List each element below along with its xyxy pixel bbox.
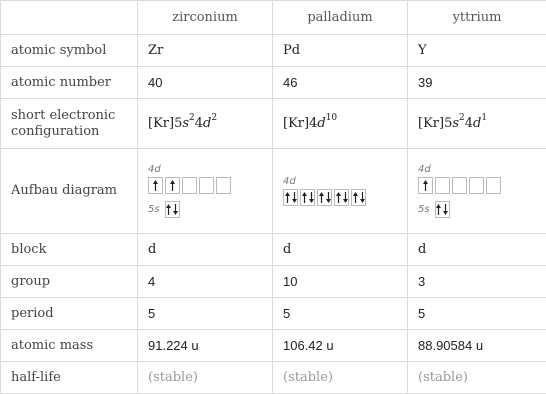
row-label-group: group bbox=[1, 266, 138, 298]
config-subshell-letter: d bbox=[473, 116, 482, 131]
config-shell-number: 4 bbox=[194, 116, 204, 131]
group-yttrium: 3 bbox=[408, 266, 546, 298]
table-row bbox=[1, 149, 546, 234]
table-row bbox=[1, 35, 546, 67]
orbital-boxes-4d bbox=[148, 177, 262, 194]
atomic-symbol-palladium: Pd bbox=[273, 35, 408, 67]
configuration-yttrium bbox=[408, 99, 546, 149]
orbital-box bbox=[165, 177, 180, 194]
row-label-block: block bbox=[1, 234, 138, 266]
spin-up-arrow-icon bbox=[302, 192, 307, 203]
spin-down-arrow-icon bbox=[443, 204, 448, 215]
config-shell-number: 5 bbox=[444, 116, 453, 131]
orbital-boxes-5s bbox=[165, 201, 180, 218]
column-header-yttrium: yttrium bbox=[408, 1, 546, 35]
orbital-boxes-4d bbox=[418, 177, 536, 194]
half-life-palladium: (stable) bbox=[273, 362, 408, 394]
orbital-box bbox=[334, 189, 349, 206]
atomic-symbol-yttrium: Y bbox=[408, 35, 546, 67]
spin-up-arrow-icon bbox=[436, 204, 441, 215]
aufbau-diagram-zirconium bbox=[138, 149, 273, 234]
electron-arrows bbox=[153, 180, 158, 191]
orbital-box bbox=[148, 177, 163, 194]
config-electron-count: 1 bbox=[481, 113, 488, 123]
orbital-box bbox=[216, 177, 231, 194]
config-subshell-letter: d bbox=[317, 116, 326, 131]
row-label-period: period bbox=[1, 298, 138, 330]
config-term bbox=[194, 113, 218, 131]
header-row bbox=[1, 1, 546, 35]
electron-arrows bbox=[170, 180, 175, 191]
block-palladium: d bbox=[273, 234, 408, 266]
row-label-half-life: half-life bbox=[1, 362, 138, 394]
orbital-box bbox=[165, 201, 180, 218]
spin-up-arrow-icon bbox=[166, 204, 171, 215]
orbital-box bbox=[486, 177, 501, 194]
configuration-zirconium bbox=[138, 99, 273, 149]
orbital-boxes-5s bbox=[435, 201, 450, 218]
config-core: [Kr] bbox=[418, 116, 445, 131]
orbital-box bbox=[418, 177, 433, 194]
table-row bbox=[1, 67, 546, 99]
orbital-box bbox=[283, 189, 298, 206]
aufbau-diagram-yttrium bbox=[408, 149, 546, 234]
spin-down-arrow-icon bbox=[292, 192, 297, 203]
spin-down-arrow-icon bbox=[309, 192, 314, 203]
orbital-box bbox=[317, 189, 332, 206]
config-subshell-letter: d bbox=[203, 116, 212, 131]
orbital-box bbox=[469, 177, 484, 194]
row-label-atomic-mass: atomic mass bbox=[1, 330, 138, 362]
aufbau-diagram bbox=[148, 164, 262, 218]
table-row bbox=[1, 362, 546, 394]
orbital-label-4d: 4d bbox=[148, 164, 161, 175]
electron-arrows bbox=[166, 204, 178, 215]
atomic-symbol-zirconium: Zr bbox=[138, 35, 273, 67]
config-shell-number: 4 bbox=[309, 116, 318, 131]
aufbau-diagram-palladium bbox=[273, 149, 408, 234]
config-shell-number: 4 bbox=[464, 116, 474, 131]
spin-down-arrow-icon bbox=[343, 192, 348, 203]
period-palladium: 5 bbox=[273, 298, 408, 330]
config-subshell-letter: s bbox=[452, 116, 460, 131]
orbital-group-4d bbox=[148, 164, 262, 194]
config-electron-count: 2 bbox=[211, 113, 218, 123]
spin-up-arrow-icon bbox=[319, 192, 324, 203]
electron-arrows bbox=[436, 204, 448, 215]
config-subshell-letter: s bbox=[182, 116, 190, 131]
atomic-mass-yttrium: 88.90584 u bbox=[408, 330, 546, 362]
orbital-label-5s: 5s bbox=[418, 204, 430, 215]
electron-arrows bbox=[336, 192, 348, 203]
atomic-mass-palladium: 106.42 u bbox=[273, 330, 408, 362]
orbital-box bbox=[435, 201, 450, 218]
spin-up-arrow-icon bbox=[353, 192, 358, 203]
group-zirconium: 4 bbox=[138, 266, 273, 298]
config-core: [Kr] bbox=[148, 116, 175, 131]
block-yttrium: d bbox=[408, 234, 546, 266]
orbital-box bbox=[452, 177, 467, 194]
group-palladium: 10 bbox=[273, 266, 408, 298]
config-electron-count: 2 bbox=[459, 113, 465, 123]
table-row bbox=[1, 234, 546, 266]
orbital-group-5s bbox=[148, 201, 262, 218]
spin-up-arrow-icon bbox=[285, 192, 290, 203]
config-shell-number: 5 bbox=[174, 116, 183, 131]
table-row bbox=[1, 298, 546, 330]
row-label-configuration: short electronic configuration bbox=[1, 99, 138, 149]
spin-down-arrow-icon bbox=[173, 204, 178, 215]
column-header-zirconium: zirconium bbox=[138, 1, 273, 35]
aufbau-diagram bbox=[418, 164, 536, 218]
orbital-box bbox=[300, 189, 315, 206]
table-row bbox=[1, 266, 546, 298]
electron-arrows bbox=[353, 192, 365, 203]
config-electron-count: 10 bbox=[325, 113, 338, 123]
row-label-atomic-symbol: atomic symbol bbox=[1, 35, 138, 67]
atomic-number-yttrium: 39 bbox=[408, 67, 546, 99]
electron-arrows bbox=[285, 192, 297, 203]
half-life-yttrium: (stable) bbox=[408, 362, 546, 394]
electron-arrows bbox=[302, 192, 314, 203]
corner-cell bbox=[1, 1, 138, 35]
config-core: [Kr] bbox=[283, 116, 310, 131]
config-term bbox=[464, 113, 488, 131]
half-life-zirconium: (stable) bbox=[138, 362, 273, 394]
spin-down-arrow-icon bbox=[326, 192, 331, 203]
atomic-mass-zirconium: 91.224 u bbox=[138, 330, 273, 362]
electron-arrows bbox=[423, 180, 428, 191]
orbital-boxes-4d bbox=[283, 189, 397, 206]
period-zirconium: 5 bbox=[138, 298, 273, 330]
orbital-box bbox=[199, 177, 214, 194]
row-label-atomic-number: atomic number bbox=[1, 67, 138, 99]
orbital-label-4d: 4d bbox=[283, 176, 296, 187]
orbital-box bbox=[182, 177, 197, 194]
orbital-group-4d bbox=[283, 176, 397, 206]
period-yttrium: 5 bbox=[408, 298, 546, 330]
config-term bbox=[174, 113, 195, 131]
orbital-box bbox=[351, 189, 366, 206]
spin-up-arrow-icon bbox=[153, 180, 158, 191]
orbital-box bbox=[435, 177, 450, 194]
spin-down-arrow-icon bbox=[360, 192, 365, 203]
spin-up-arrow-icon bbox=[336, 192, 341, 203]
config-term bbox=[309, 113, 338, 131]
table-row bbox=[1, 330, 546, 362]
configuration-palladium bbox=[273, 99, 408, 149]
spin-up-arrow-icon bbox=[423, 180, 428, 191]
spin-up-arrow-icon bbox=[170, 180, 175, 191]
config-electron-count: 2 bbox=[189, 113, 195, 123]
electron-arrows bbox=[319, 192, 331, 203]
config-term bbox=[444, 113, 465, 131]
row-label-aufbau: Aufbau diagram bbox=[1, 149, 138, 234]
block-zirconium: d bbox=[138, 234, 273, 266]
orbital-group-5s bbox=[418, 201, 536, 218]
table-row bbox=[1, 99, 546, 149]
atomic-number-zirconium: 40 bbox=[138, 67, 273, 99]
atomic-number-palladium: 46 bbox=[273, 67, 408, 99]
orbital-group-4d bbox=[418, 164, 536, 194]
orbital-label-4d: 4d bbox=[418, 164, 431, 175]
aufbau-diagram bbox=[283, 176, 397, 206]
column-header-palladium: palladium bbox=[273, 1, 408, 35]
orbital-label-5s: 5s bbox=[148, 204, 160, 215]
